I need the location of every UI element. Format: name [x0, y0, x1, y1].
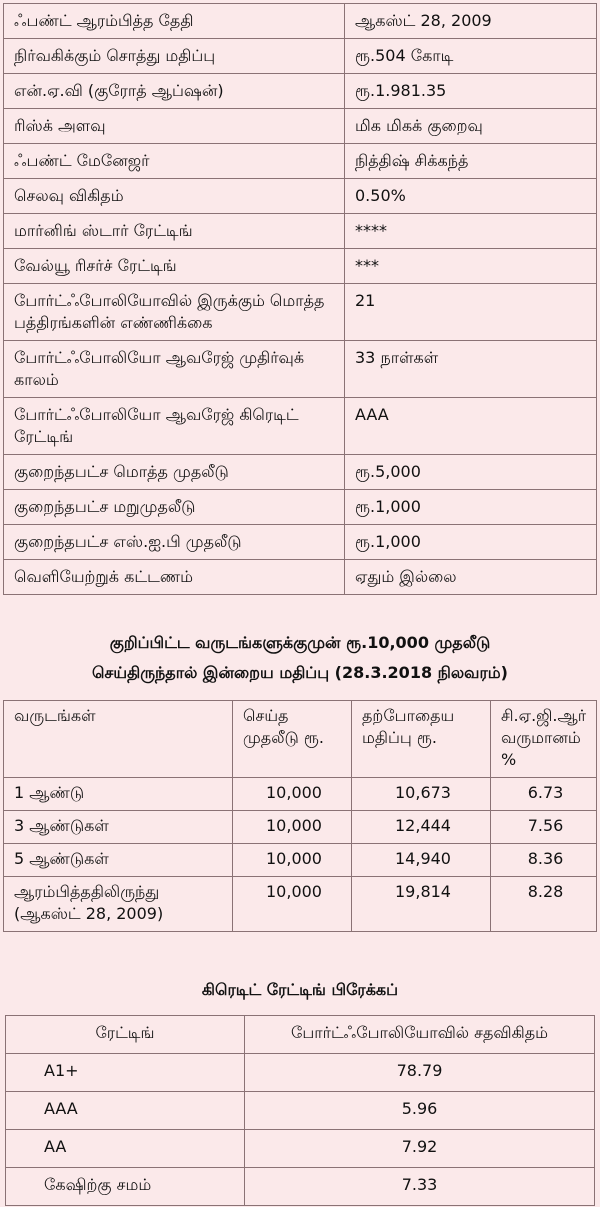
- period-cell: ஆரம்பித்ததிலிருந்து (ஆகஸ்ட் 28, 2009): [4, 877, 233, 932]
- detail-value: ரூ.1.981.35: [345, 74, 597, 109]
- table-row: [4, 560, 597, 595]
- returns-heading-line1: குறிப்பிட்ட வருடங்களுக்குமுன் ரூ.10,000 முதலீடு: [109, 633, 491, 652]
- rating-cell: கேஷிற்கு சமம்: [6, 1168, 245, 1206]
- table-row: [4, 74, 597, 109]
- percent-cell: 7.33: [245, 1168, 595, 1206]
- table-row: [4, 284, 597, 341]
- table-row: [4, 811, 597, 844]
- cagr-cell: 6.73: [491, 778, 597, 811]
- column-header: சி.ஏ.ஜி.ஆர் வருமானம் %: [491, 701, 597, 778]
- percent-cell: 7.92: [245, 1130, 595, 1168]
- cagr-cell: 8.28: [491, 877, 597, 932]
- table-row: [4, 109, 597, 144]
- table-header-row: [4, 701, 597, 778]
- detail-label: நிர்வகிக்கும் சொத்து மதிப்பு: [4, 39, 345, 74]
- fund-details-table: [3, 3, 597, 595]
- detail-value: ரூ.1,000: [345, 490, 597, 525]
- credit-rating-table: [5, 1015, 595, 1206]
- detail-label: வேல்யூ ரிசர்ச் ரேட்டிங்: [4, 249, 345, 284]
- detail-label: மார்னிங் ஸ்டார் ரேட்டிங்: [4, 214, 345, 249]
- column-header: தற்போதைய மதிப்பு ரூ.: [352, 701, 491, 778]
- table-row: [4, 341, 597, 398]
- percent-cell: 78.79: [245, 1054, 595, 1092]
- period-cell: 5 ஆண்டுகள்: [4, 844, 233, 877]
- column-header: வருடங்கள்: [4, 701, 233, 778]
- detail-label: ஃபண்ட் ஆரம்பித்த தேதி: [4, 4, 345, 39]
- detail-label: என்.ஏ.வி (குரோத் ஆப்ஷன்): [4, 74, 345, 109]
- column-header: போர்ட்ஃபோலியோவில் சதவிகிதம்: [245, 1016, 595, 1054]
- period-cell: 1 ஆண்டு: [4, 778, 233, 811]
- invested-cell: 10,000: [233, 778, 352, 811]
- column-header: ரேட்டிங்: [6, 1016, 245, 1054]
- table-row: [6, 1092, 595, 1130]
- detail-value: ரூ.1,000: [345, 525, 597, 560]
- table-row: [6, 1130, 595, 1168]
- current-value-cell: 19,814: [352, 877, 491, 932]
- table-row: [6, 1054, 595, 1092]
- detail-label: குறைந்தபட்ச எஸ்.ஐ.பி முதலீடு: [4, 525, 345, 560]
- percent-cell: 5.96: [245, 1092, 595, 1130]
- column-header: செய்த முதலீடு ரூ.: [233, 701, 352, 778]
- table-row: [4, 39, 597, 74]
- detail-label: செலவு விகிதம்: [4, 179, 345, 214]
- detail-label: குறைந்தபட்ச மறுமுதலீடு: [4, 490, 345, 525]
- table-row: [4, 455, 597, 490]
- invested-cell: 10,000: [233, 844, 352, 877]
- table-row: [4, 844, 597, 877]
- returns-table: [3, 700, 597, 932]
- detail-label: ஃபண்ட் மேனேஜர்: [4, 144, 345, 179]
- detail-value: 33 நாள்கள்: [345, 341, 597, 398]
- table-row: [4, 214, 597, 249]
- current-value-cell: 12,444: [352, 811, 491, 844]
- table-header-row: [6, 1016, 595, 1054]
- detail-value: ஏதும் இல்லை: [345, 560, 597, 595]
- table-row: [4, 179, 597, 214]
- table-row: [4, 525, 597, 560]
- detail-label: போர்ட்ஃபோலியோவில் இருக்கும் மொத்த பத்திரங்களின் எண்ணிக்கை: [4, 284, 345, 341]
- table-row: [4, 4, 597, 39]
- current-value-cell: 14,940: [352, 844, 491, 877]
- table-row: [6, 1168, 595, 1206]
- invested-cell: 10,000: [233, 877, 352, 932]
- table-row: [4, 398, 597, 455]
- table-row: [4, 144, 597, 179]
- table-row: [4, 877, 597, 932]
- detail-value: ***: [345, 249, 597, 284]
- detail-label: குறைந்தபட்ச மொத்த முதலீடு: [4, 455, 345, 490]
- returns-heading: [0, 628, 600, 688]
- detail-value: 0.50%: [345, 179, 597, 214]
- table-row: [4, 249, 597, 284]
- table-row: [4, 778, 597, 811]
- returns-heading-line2: செய்திருந்தால் இன்றைய மதிப்பு (28.3.2018 நிலவரம்): [92, 663, 508, 682]
- rating-cell: AAA: [6, 1092, 245, 1130]
- table-row: [4, 490, 597, 525]
- detail-value: ரூ.504 கோடி: [345, 39, 597, 74]
- detail-label: ரிஸ்க் அளவு: [4, 109, 345, 144]
- current-value-cell: 10,673: [352, 778, 491, 811]
- detail-value: நித்திஷ் சிக்கந்த்: [345, 144, 597, 179]
- detail-label: போர்ட்ஃபோலியோ ஆவரேஜ் முதிர்வுக் காலம்: [4, 341, 345, 398]
- cagr-cell: 8.36: [491, 844, 597, 877]
- period-cell: 3 ஆண்டுகள்: [4, 811, 233, 844]
- detail-value: மிக மிகக் குறைவு: [345, 109, 597, 144]
- detail-value: ஆகஸ்ட் 28, 2009: [345, 4, 597, 39]
- detail-label: வெளியேற்றுக் கட்டணம்: [4, 560, 345, 595]
- detail-value: ****: [345, 214, 597, 249]
- cagr-cell: 7.56: [491, 811, 597, 844]
- rating-cell: A1+: [6, 1054, 245, 1092]
- credit-heading: கிரெடிட் ரேட்டிங் பிரேக்கப்: [201, 980, 399, 999]
- detail-label: போர்ட்ஃபோலியோ ஆவரேஜ் கிரெடிட் ரேட்டிங்: [4, 398, 345, 455]
- rating-cell: AA: [6, 1130, 245, 1168]
- detail-value: 21: [345, 284, 597, 341]
- detail-value: AAA: [345, 398, 597, 455]
- invested-cell: 10,000: [233, 811, 352, 844]
- detail-value: ரூ.5,000: [345, 455, 597, 490]
